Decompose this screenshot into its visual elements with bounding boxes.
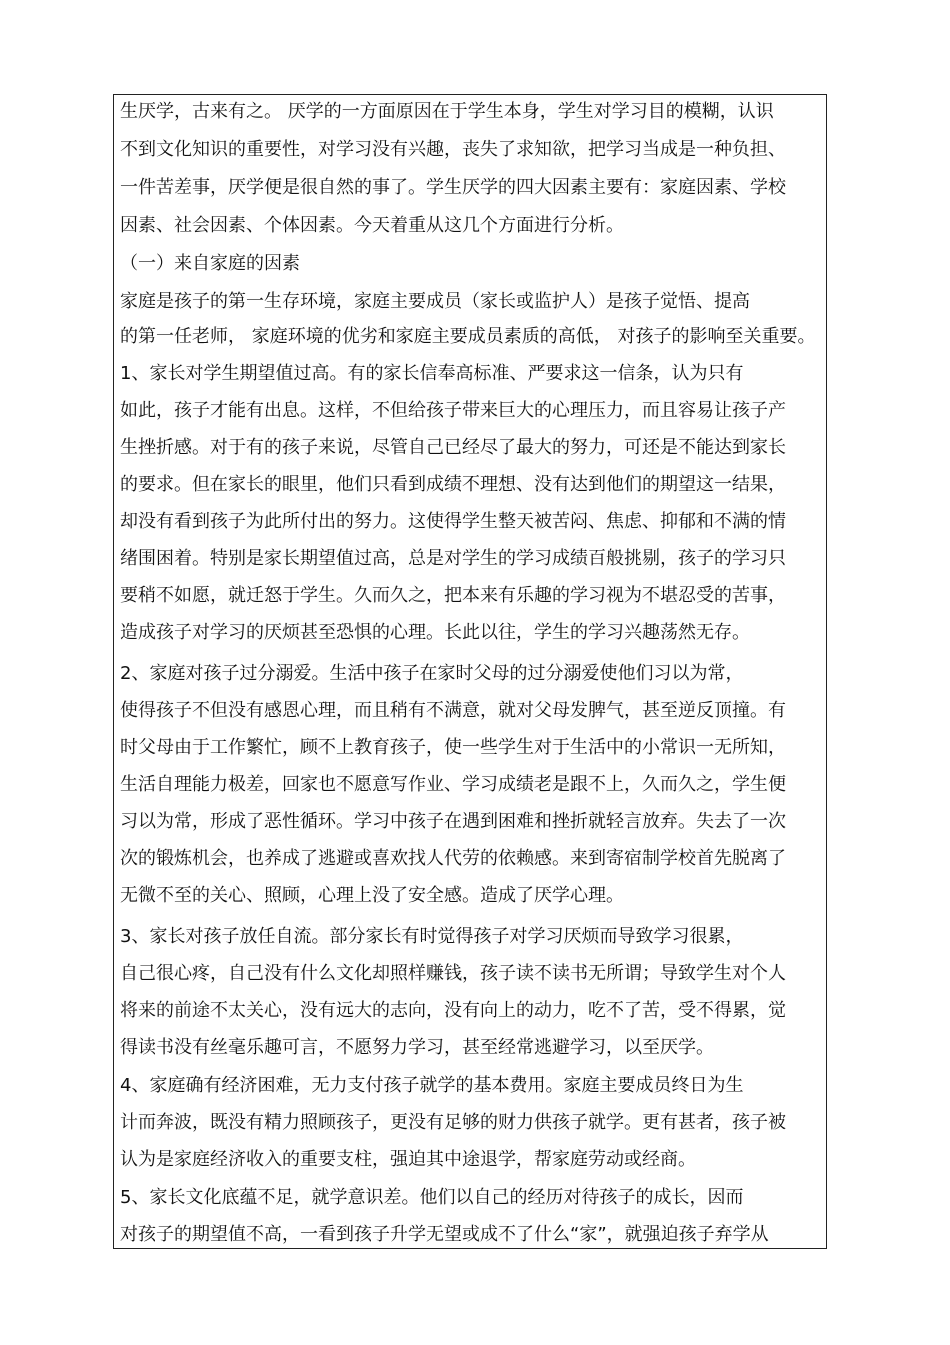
text-line: 1、家长对学生期望值过高。有的家长信奉高标准、严要求这一信条，认为只有	[120, 363, 744, 384]
text-line: 无微不至的关心、照顾，心理上没了安全感。造成了厌学心理。	[120, 885, 624, 906]
text-line: 一件苦差事，厌学便是很自然的事了。学生厌学的四大因素主要有：家庭因素、学校	[120, 177, 786, 198]
text-line: 造成孩子对学习的厌烦甚至恐惧的心理。长此以往，学生的学习兴趣荡然无存。	[120, 622, 750, 643]
text-line: 的要求。但在家长的眼里，他们只看到成绩不理想、没有达到他们的期望这一结果，	[120, 474, 786, 495]
text-line: 生挫折感。对于有的孩子来说，尽管自己已经尽了最大的努力，可还是不能达到家长	[120, 437, 786, 458]
text-line: 时父母由于工作繁忙，顾不上教育孩子，使一些学生对于生活中的小常识一无所知，	[120, 737, 786, 758]
text-line: 生厌学，古来有之。 厌学的一方面原因在于学生本身，学生对学习目的模糊，认识	[120, 101, 774, 122]
text-line: 3、家长对孩子放任自流。部分家长有时觉得孩子对学习厌烦而导致学习很累，	[120, 926, 744, 947]
text-line: 5、家长文化底蕴不足，就学意识差。他们以自己的经历对待孩子的成长，因而	[120, 1187, 744, 1208]
text-line: 家庭是孩子的第一生存环境，家庭主要成员（家长或监护人）是孩子觉悟、提高	[120, 291, 750, 312]
text-line: 的第一任老师， 家庭环境的优劣和家庭主要成员素质的高低， 对孩子的影响至关重要。	[120, 326, 816, 347]
text-line: 将来的前途不太关心，没有远大的志向，没有向上的动力，吃不了苦，受不得累，觉	[120, 1000, 786, 1021]
text-line: 2、家庭对孩子过分溺爱。生活中孩子在家时父母的过分溺爱使他们习以为常，	[120, 663, 744, 684]
text-line: 习以为常，形成了恶性循环。学习中孩子在遇到困难和挫折就轻言放弃。失去了一次	[120, 811, 786, 832]
text-line: 却没有看到孩子为此所付出的努力。这使得学生整天被苦闷、焦虑、抑郁和不满的情	[120, 511, 786, 532]
section-heading: （一）来自家庭的因素	[120, 253, 300, 274]
text-line: 生活自理能力极差，回家也不愿意写作业、学习成绩老是跟不上，久而久之，学生便	[120, 774, 786, 795]
text-line: 要稍不如愿，就迁怒于学生。久而久之，把本来有乐趣的学习视为不堪忍受的苦事，	[120, 585, 786, 606]
text-line: 次的锻炼机会，也养成了逃避或喜欢找人代劳的依赖感。来到寄宿制学校首先脱离了	[120, 848, 786, 869]
text-line: 自己很心疼，自己没有什么文化却照样赚钱，孩子读不读书无所谓；导致学生对个人	[120, 963, 786, 984]
text-line: 对孩子的期望值不高，一看到孩子升学无望或成不了什么“家”，就强迫孩子弃学从	[120, 1224, 769, 1245]
text-line: 使得孩子不但没有感恩心理，而且稍有不满意，就对父母发脾气，甚至逆反顶撞。有	[120, 700, 786, 721]
text-line: 如此，孩子才能有出息。这样，不但给孩子带来巨大的心理压力，而且容易让孩子产	[120, 400, 786, 421]
text-line: 认为是家庭经济收入的重要支柱，强迫其中途退学，帮家庭劳动或经商。	[120, 1149, 696, 1170]
text-line: 不到文化知识的重要性，对学习没有兴趣，丧失了求知欲，把学习当成是一种负担、	[120, 139, 786, 160]
text-line: 计而奔波，既没有精力照顾孩子，更没有足够的财力供孩子就学。更有甚者，孩子被	[120, 1112, 786, 1133]
text-line: 4、家庭确有经济困难，无力支付孩子就学的基本费用。家庭主要成员终日为生	[120, 1075, 744, 1096]
text-line: 绪围困着。特别是家长期望值过高，总是对学生的学习成绩百般挑剔，孩子的学习只	[120, 548, 786, 569]
text-line: 因素、社会因素、个体因素。今天着重从这几个方面进行分析。	[120, 215, 624, 236]
text-line: 得读书没有丝毫乐趣可言，不愿努力学习，甚至经常逃避学习，以至厌学。	[120, 1037, 714, 1058]
